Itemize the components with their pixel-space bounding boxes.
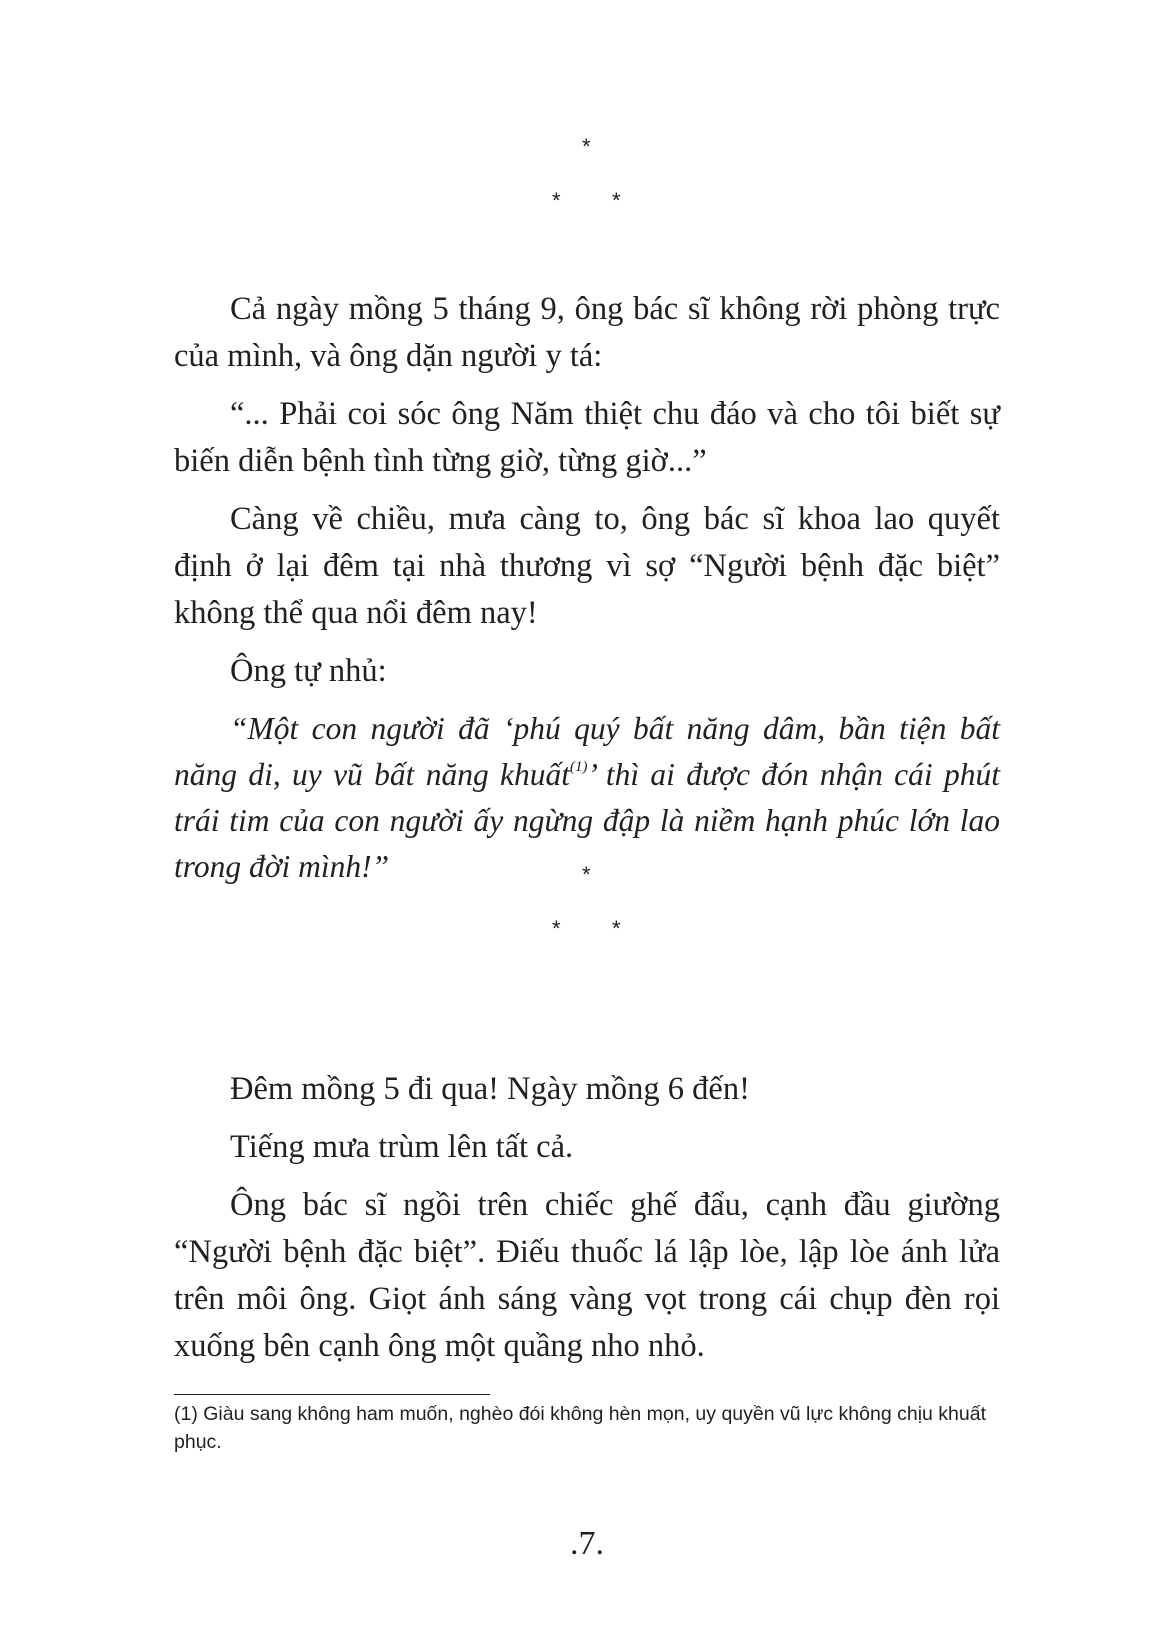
paragraph: Cả ngày mồng 5 tháng 9, ông bác sĩ không rời phòng trực của mình, và ông dặn người y tá:	[174, 291, 1000, 374]
ornament-asterisk: *	[552, 188, 561, 213]
paragraph: Ông bác sĩ ngồi trên chiếc ghế đẩu, cạnh đầu giường “Người bệnh đặc biệt”. Điếu thuốc lá lập lòe, lập lòe ánh lửa trên môi ông. Giọt ánh sáng vàng vọt trong cái chụp đèn rọi xuống bên cạnh ông một quầng nho nhỏ.	[174, 1187, 1000, 1364]
ornament-asterisk: *	[612, 916, 621, 941]
ornament-asterisk: *	[582, 134, 591, 159]
quote-text-part2: ’ thì ai được đón nhận cái phút trái tim của con người ấy ngừng đập là niềm hạnh phúc lớn lao trong đời mình!”	[174, 757, 1000, 884]
paragraph: Càng về chiều, mưa càng to, ông bác sĩ khoa lao quyết định ở lại đêm tại nhà thương vì sợ “Người bệnh đặc biệt” không thể qua nổi đêm nay!	[174, 501, 1000, 631]
text-block-2	[174, 1066, 1000, 1370]
paragraph: Ông tự nhủ:	[230, 653, 387, 689]
ornament-asterisk: *	[612, 188, 621, 213]
quote-text-part1: “Một con người đã ‘phú quý bất năng dâm, bần tiện bất năng di, uy vũ bất năng khuất	[174, 711, 1000, 792]
paragraph: “... Phải coi sóc ông Năm thiệt chu đáo và cho tôi biết sự biến diễn bệnh tình từng giờ, từng giờ...”	[174, 396, 1000, 479]
ornament-asterisk: *	[552, 916, 561, 941]
text-block-1	[174, 286, 1000, 890]
page-number: .7.	[570, 1525, 604, 1562]
ornament-asterisk: *	[582, 862, 591, 887]
footnote: (1) Giàu sang không ham muốn, nghèo đói không hèn mọn, uy quyền vũ lực không chịu khuất phục.	[174, 1403, 986, 1453]
footnote-reference: (1)	[570, 759, 588, 775]
paragraph: Tiếng mưa trùm lên tất cả.	[230, 1129, 574, 1165]
footnote-divider	[174, 1394, 490, 1395]
paragraph: Đêm mồng 5 đi qua! Ngày mồng 6 đến!	[230, 1071, 750, 1107]
